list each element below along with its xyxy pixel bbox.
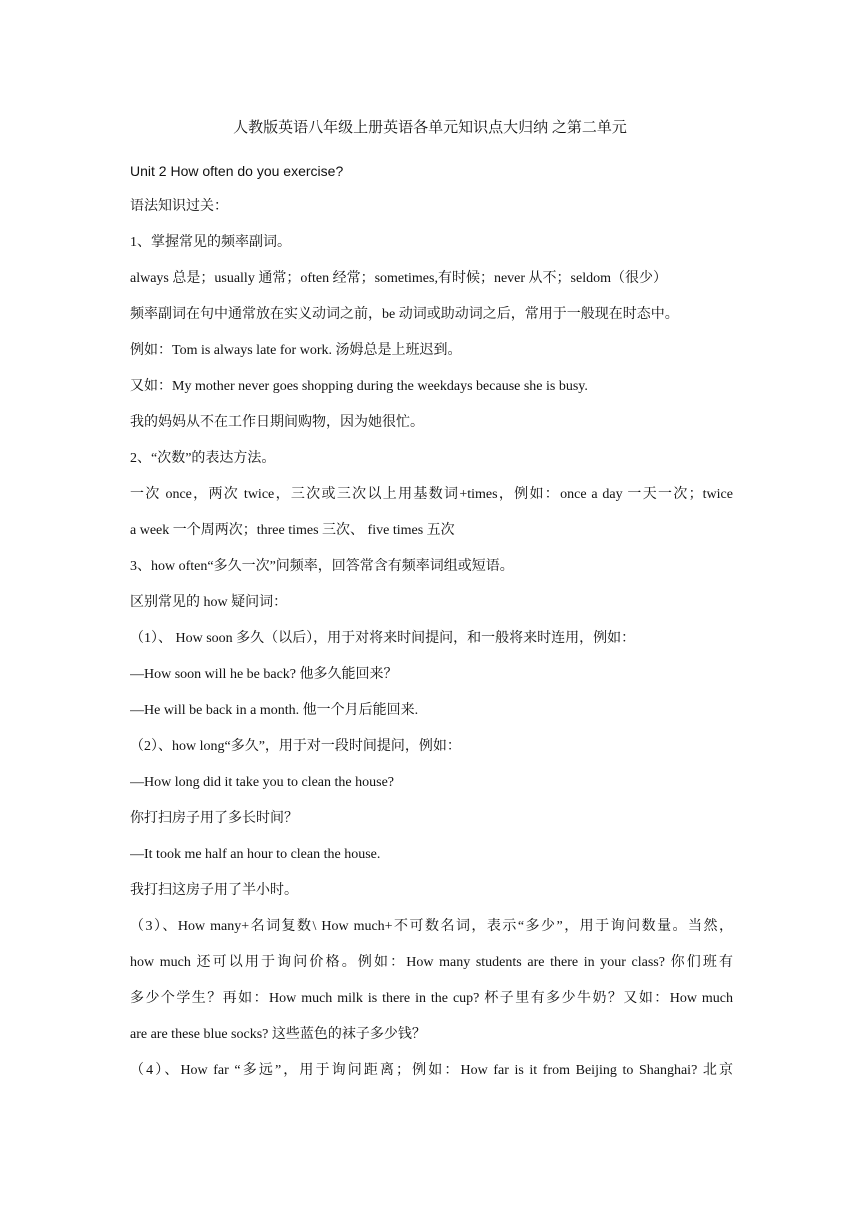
document-title: 人教版英语八年级上册英语各单元知识点大归纳 之第二单元 (233, 120, 627, 136)
how-long-rule: （2）、how long“多久”，用于对一段时间提问，例如： (130, 739, 461, 754)
document-body (130, 153, 733, 1089)
section-heading-grammar: 语法知识过关： (130, 199, 228, 214)
dialogue-line: —How long did it take you to clean the house? (130, 775, 394, 790)
how-far-rule: （4）、How far “多远”，用于询问距离；例如：How far is it from Beijing to Shanghai? 北京 (130, 1063, 733, 1078)
example-line: 又如：My mother never goes shopping during the weekdays because she is busy. (130, 379, 588, 394)
how-many-much-rule: are are these blue socks? 这些蓝色的袜子多少钱？ (130, 1027, 426, 1042)
how-many-much-rule: 多少个学生？再如：How much milk is there in the cup? 杯子里有多少牛奶？又如：How much (130, 991, 733, 1006)
how-questions-heading: 区别常见的 how 疑问词： (130, 595, 288, 610)
dialogue-translation: 你打扫房子用了多长时间？ (130, 811, 298, 826)
how-soon-rule: （1）、 How soon 多久（以后），用于对将来时间提问，和一般将来时连用，例如： (130, 631, 636, 646)
times-expression-line: 一次 once，两次 twice，三次或三次以上用基数词+times，例如：once a day 一天一次；twice (130, 487, 733, 502)
point-3-heading: 3、how often“多久一次”问频率，回答常含有频率词组或短语。 (130, 559, 514, 574)
dialogue-line: —It took me half an hour to clean the house. (130, 847, 381, 862)
dialogue-line: —How soon will he be back? 他多久能回来？ (130, 667, 398, 682)
point-2-heading: 2、“次数”的表达方法。 (130, 451, 276, 466)
how-many-much-rule: how much 还可以用于询问价格。例如：How many students are there in your class? 你们班有 (130, 955, 733, 970)
example-line: 例如：Tom is always late for work. 汤姆总是上班迟到。 (130, 343, 462, 358)
point-1-heading: 1、掌握常见的频率副词。 (130, 235, 291, 250)
dialogue-translation: 我打扫这房子用了半小时。 (130, 883, 298, 898)
frequency-adverbs-list: always 总是；usually 通常；often 经常；sometimes,有时候；never 从不；seldom（很少） (130, 271, 667, 286)
unit-heading: Unit 2 How often do you exercise? (130, 163, 344, 179)
frequency-adverb-rule: 频率副词在句中通常放在实义动词之前，be 动词或助动词之后，常用于一般现在时态中。 (130, 307, 679, 322)
dialogue-line: —He will be back in a month. 他一个月后能回来. (130, 703, 419, 718)
example-translation: 我的妈妈从不在工作日期间购物，因为她很忙。 (130, 415, 424, 430)
times-expression-line: a week 一个周两次；three times 三次、 five times 五次 (130, 523, 455, 538)
how-many-much-rule: （3）、How many+名词复数\ How much+不可数名词，表示“多少”，用于询问数量。当然， (130, 919, 733, 934)
